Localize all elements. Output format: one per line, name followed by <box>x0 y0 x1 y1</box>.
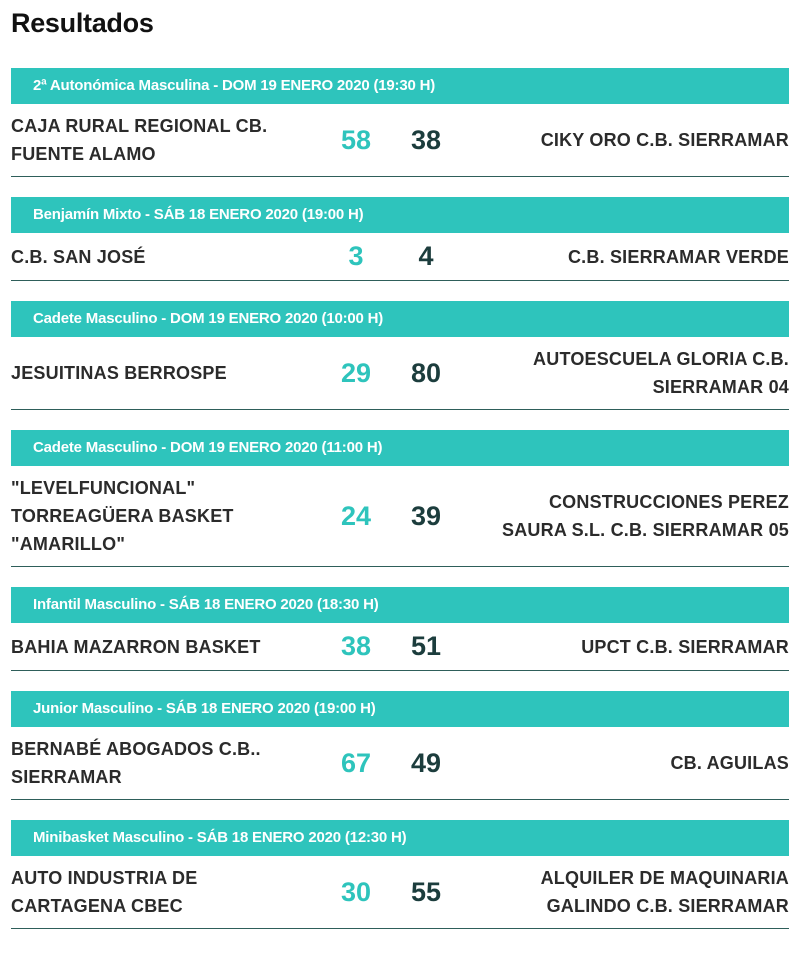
away-score: 4 <box>418 241 434 271</box>
home-team[interactable]: "LEVELFUNCIONAL" TORREAGÜERA BASKET "AMARILLO" <box>11 478 234 554</box>
scoreboard <box>261 501 461 532</box>
away-team[interactable]: AUTOESCUELA GLORIA C.B. SIERRAMAR 04 <box>533 349 789 397</box>
home-score: 67 <box>340 747 372 778</box>
match-card <box>11 691 789 800</box>
home-score: 38 <box>340 631 372 661</box>
match-body <box>11 623 789 670</box>
scoreboard <box>301 877 461 908</box>
home-team[interactable]: JESUITINAS BERROSPE <box>11 363 227 383</box>
scoreboard <box>301 358 461 389</box>
away-team[interactable]: UPCT C.B. SIERRAMAR <box>581 636 789 657</box>
home-team[interactable]: C.B. SAN JOSÉ <box>11 246 146 267</box>
results-list <box>11 68 789 949</box>
match-header[interactable]: Cadete Masculino - DOM 19 ENERO 2020 (11:00 H) <box>11 430 789 466</box>
away-team[interactable]: C.B. SIERRAMAR VERDE <box>567 246 789 267</box>
home-score: 24 <box>340 500 372 531</box>
match-card <box>11 68 789 177</box>
away-score: 49 <box>410 747 442 778</box>
away-score: 38 <box>410 124 442 155</box>
match-header[interactable]: Junior Masculino - SÁB 18 ENERO 2020 (19:00 H) <box>11 691 789 727</box>
home-score: 58 <box>340 124 372 155</box>
away-team[interactable]: CONSTRUCCIONES PEREZ SAURA S.L. C.B. SIERRAMAR 05 <box>502 492 789 540</box>
away-score: 55 <box>410 876 442 907</box>
away-team[interactable]: CIKY ORO C.B. SIERRAMAR <box>540 130 789 150</box>
away-team[interactable]: ALQUILER DE MAQUINARIA GALINDO C.B. SIERRAMAR <box>540 868 789 916</box>
home-team[interactable]: AUTO INDUSTRIA DE CARTAGENA CBEC <box>11 868 198 916</box>
scoreboard <box>301 748 461 779</box>
scoreboard <box>301 631 461 662</box>
match-card <box>11 430 789 567</box>
match-header[interactable]: 2ª Autonómica Masculina - DOM 19 ENERO 2020 (19:30 H) <box>11 68 789 104</box>
home-score: 29 <box>340 357 372 388</box>
match-body <box>11 104 789 176</box>
scoreboard <box>301 241 461 272</box>
match-header[interactable]: Cadete Masculino - DOM 19 ENERO 2020 (10:00 H) <box>11 301 789 337</box>
match-body <box>11 466 789 566</box>
away-score: 51 <box>410 631 442 661</box>
away-score: 80 <box>410 357 442 388</box>
match-header[interactable]: Benjamín Mixto - SÁB 18 ENERO 2020 (19:00 H) <box>11 197 789 233</box>
match-body <box>11 233 789 280</box>
match-card <box>11 587 789 671</box>
page-title: Resultados <box>11 8 154 38</box>
away-score: 39 <box>410 500 442 531</box>
home-team[interactable]: BAHIA MAZARRON BASKET <box>11 636 261 657</box>
match-header[interactable]: Minibasket Masculino - SÁB 18 ENERO 2020 (12:30 H) <box>11 820 789 856</box>
match-card <box>11 301 789 410</box>
home-team[interactable]: CAJA RURAL REGIONAL CB. FUENTE ALAMO <box>11 116 268 164</box>
scoreboard <box>301 125 461 156</box>
home-team[interactable]: BERNABÉ ABOGADOS C.B.. SIERRAMAR <box>11 739 261 787</box>
match-card <box>11 197 789 281</box>
match-card <box>11 820 789 929</box>
away-team[interactable]: CB. AGUILAS <box>670 753 789 773</box>
home-score: 30 <box>340 876 372 907</box>
match-body <box>11 337 789 409</box>
match-body <box>11 727 789 799</box>
match-header[interactable]: Infantil Masculino - SÁB 18 ENERO 2020 (18:30 H) <box>11 587 789 623</box>
home-score: 3 <box>348 241 364 271</box>
match-body <box>11 856 789 928</box>
